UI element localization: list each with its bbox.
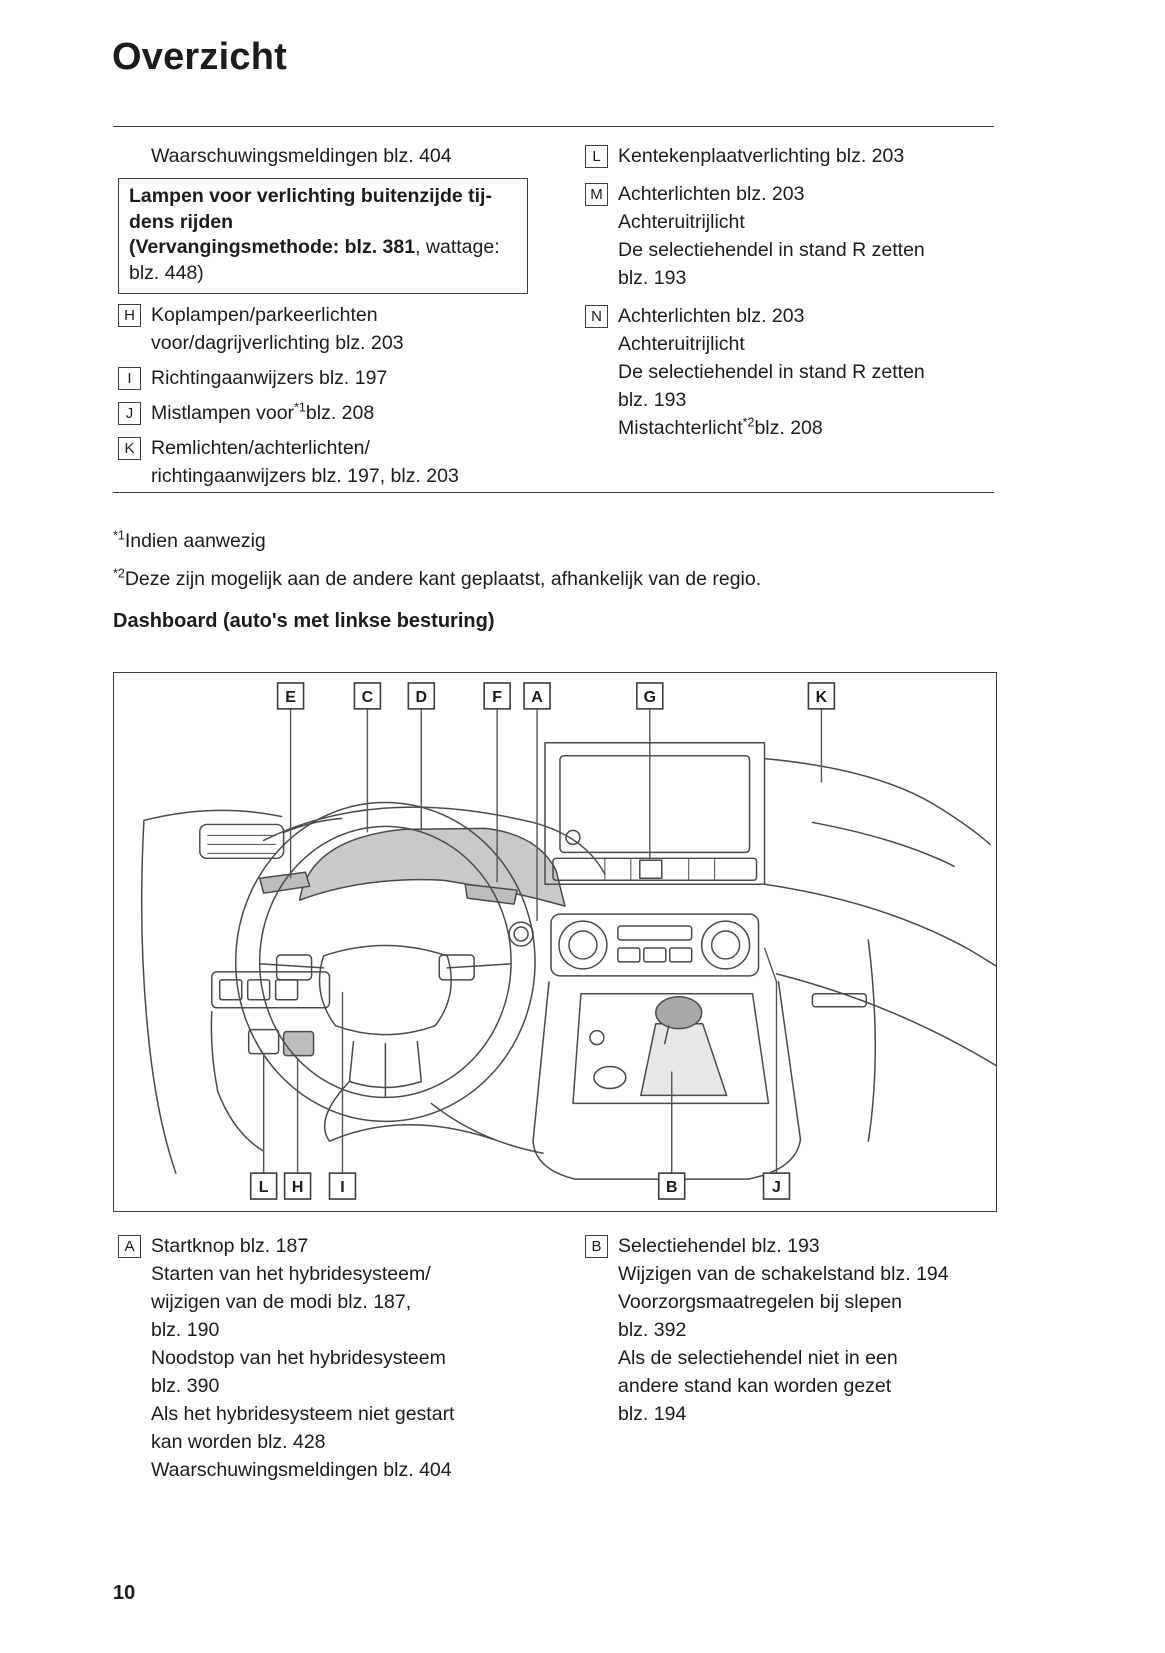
note-line: [129, 261, 517, 287]
switch-L-target: [249, 1030, 279, 1054]
callout-box-B: [659, 1173, 685, 1199]
touchscreen: [560, 756, 750, 853]
text-line: Als de selectiehendel niet in een: [618, 1347, 898, 1369]
list-item-J: [118, 399, 568, 427]
item-text-B: [618, 1232, 949, 1428]
text-line: Wijzigen van de schakelstand blz. 194: [618, 1263, 949, 1285]
svg-text:L: L: [258, 1179, 269, 1197]
note-line: [129, 210, 517, 236]
item-label-box-B: B: [585, 1235, 608, 1258]
text-line: kan worden blz. 428: [151, 1431, 326, 1453]
text-line: Startknop blz. 187: [151, 1235, 309, 1257]
bottom-left-column: [118, 1232, 578, 1484]
callout-box-E: [278, 683, 304, 709]
item-label-box-M: M: [585, 183, 608, 206]
top-left-column: [118, 142, 568, 490]
item-label-box-I: I: [118, 367, 141, 390]
item-label-box-L: L: [585, 145, 608, 168]
page-title: Overzicht: [112, 36, 287, 78]
text-line: Waarschuwingsmeldingen blz. 404: [151, 1459, 452, 1481]
text-line: Voorzorgsmaatregelen bij slepen: [618, 1291, 903, 1313]
callout-box-K: [808, 683, 834, 709]
svg-text:J: J: [772, 1179, 781, 1197]
text-line-with-footnote: [618, 414, 925, 442]
shift-lever-target: [656, 997, 702, 1029]
bottom-right-column: [585, 1232, 1005, 1428]
text-line: blz. 392: [618, 1319, 687, 1341]
start-button-target: [509, 922, 533, 946]
item-text-I: [151, 364, 387, 392]
callout-box-H: [285, 1173, 311, 1199]
switch-H-target: [284, 1032, 314, 1056]
svg-text:K: K: [815, 688, 828, 706]
svg-text:G: G: [643, 688, 656, 706]
item-label-box-A: A: [118, 1235, 141, 1258]
item-text-M: [618, 180, 925, 292]
footnote-marker-2: *2: [742, 415, 755, 430]
instrument-cluster: [300, 828, 565, 906]
text-line: De selectiehendel in stand R zetten: [618, 239, 925, 261]
footnote-2-text: Deze zijn mogelijk aan de andere kant geplaatst, afhankelijk van de regio.: [124, 568, 762, 590]
glovebox-handle: [812, 994, 866, 1007]
text-line: blz. 194: [618, 1403, 687, 1425]
list-item-L: [585, 142, 1005, 170]
text-line: Achterlichten blz. 203: [618, 183, 805, 205]
text-line: wijzigen van de modi blz. 187,: [151, 1291, 412, 1313]
callout-box-F: [484, 683, 510, 709]
text-line: De selectiehendel in stand R zetten: [618, 361, 925, 383]
climate-panel: [551, 914, 759, 976]
divider-bottom: [113, 492, 994, 493]
text-line: blz. 193: [618, 389, 687, 411]
svg-text:D: D: [415, 688, 428, 706]
text-line: Richtingaanwijzers blz. 197: [151, 367, 388, 389]
list-item-H: [118, 301, 568, 357]
continuation-item: Waarschuwingsmeldingen blz. 404: [151, 145, 452, 167]
steering-hub: [320, 945, 452, 1034]
item-text-H: [151, 301, 404, 357]
item-N-lines: [618, 302, 925, 414]
svg-text:C: C: [361, 688, 374, 706]
text-line: Remlichten/achterlichten/: [151, 437, 370, 459]
divider-top: [113, 126, 994, 127]
text-line: Achteruitrijlicht: [618, 333, 745, 355]
svg-text:H: H: [291, 1179, 304, 1197]
text-line: Starten van het hybridesysteem/: [151, 1263, 431, 1285]
item-text-J: [151, 399, 374, 427]
item-J-text: Mistlampen voor: [151, 402, 295, 424]
page-number: 10: [113, 1582, 136, 1604]
dashboard-linework: [142, 743, 996, 1179]
list-item-I: [118, 364, 568, 392]
item-text-L: [618, 142, 904, 170]
dashboard-illustration: [114, 673, 996, 1211]
footnote-2-marker: *2: [113, 566, 125, 581]
text-line: Kentekenplaatverlichting blz. 203: [618, 145, 905, 167]
note-line1: Lampen voor verlichting buitenzijde tij-: [129, 185, 492, 207]
svg-text:F: F: [492, 688, 503, 706]
list-item-B: [585, 1232, 1005, 1428]
svg-text:E: E: [285, 688, 296, 706]
callout-box-D: [408, 683, 434, 709]
touchscreen-housing: [545, 743, 765, 884]
item-J-page: blz. 208: [305, 402, 375, 424]
cup-holder: [594, 1067, 626, 1089]
list-item-K: [118, 434, 568, 490]
item-label-box-J: J: [118, 402, 141, 425]
item-text-A: [151, 1232, 454, 1484]
list-item-M: [585, 180, 1005, 292]
item-text-K: [151, 434, 459, 490]
item-label-box-K: K: [118, 437, 141, 460]
figure-heading: Dashboard (auto's met linkse besturing): [113, 610, 495, 632]
text-line: Achterlichten blz. 203: [618, 305, 805, 327]
item-N-page: blz. 208: [754, 417, 823, 439]
text-line: Koplampen/parkeerlichten: [151, 304, 378, 326]
lamp-note-box: [118, 178, 528, 294]
callout-box-J: [764, 1173, 790, 1199]
text-line: blz. 390: [151, 1375, 220, 1397]
text-line: Noodstop van het hybridesysteem: [151, 1347, 446, 1369]
dashboard-figure: [113, 672, 997, 1212]
footnote-marker-1: *1: [294, 400, 306, 415]
text-line: voor/dagrijverlichting blz. 203: [151, 332, 404, 354]
item-N-text: Mistachterlicht: [618, 417, 743, 439]
callout-box-L: [251, 1173, 277, 1199]
item-label-box-N: N: [585, 305, 608, 328]
note-line: [129, 235, 517, 261]
note-line3-bold: (Vervangingsmethode: blz. 381: [129, 236, 416, 258]
text-line: andere stand kan worden gezet: [618, 1375, 892, 1397]
footnote-1-text: Indien aanwezig: [124, 530, 266, 552]
note-line: [129, 184, 517, 210]
footnote-1-marker: *1: [113, 528, 125, 543]
svg-text:B: B: [665, 1179, 678, 1197]
item-text-N: [618, 302, 925, 442]
callout-box-A: [524, 683, 550, 709]
figure-callouts-top: [278, 683, 835, 709]
figure-callouts-bottom: [251, 1173, 790, 1199]
note-line4: blz. 448): [129, 261, 204, 284]
footnote-2: [113, 568, 761, 591]
text-line: blz. 193: [618, 267, 687, 289]
note-line2: dens rijden: [129, 210, 234, 233]
text-line: Selectiehendel blz. 193: [618, 1235, 820, 1257]
callout-box-C: [354, 683, 380, 709]
item-label-box-H: H: [118, 304, 141, 327]
list-item-N: [585, 302, 1005, 442]
callout-box-I: [330, 1173, 356, 1199]
footnote-1: [113, 530, 266, 553]
shift-boot: [641, 1024, 727, 1096]
callout-box-G: [637, 683, 663, 709]
top-right-column: [585, 142, 1005, 442]
svg-text:I: I: [340, 1179, 345, 1197]
text-line: Als het hybridesysteem niet gestart: [151, 1403, 455, 1425]
text-line: richtingaanwijzers blz. 197, blz. 203: [151, 465, 459, 487]
text-line: blz. 190: [151, 1319, 220, 1341]
text-line-with-footnote: [151, 399, 374, 427]
note-line3-rest: , wattage:: [415, 236, 500, 258]
hazard-switch-target: [640, 860, 662, 878]
svg-text:A: A: [531, 688, 543, 706]
text-line: Achteruitrijlicht: [618, 211, 745, 233]
list-item-A: [118, 1232, 578, 1484]
